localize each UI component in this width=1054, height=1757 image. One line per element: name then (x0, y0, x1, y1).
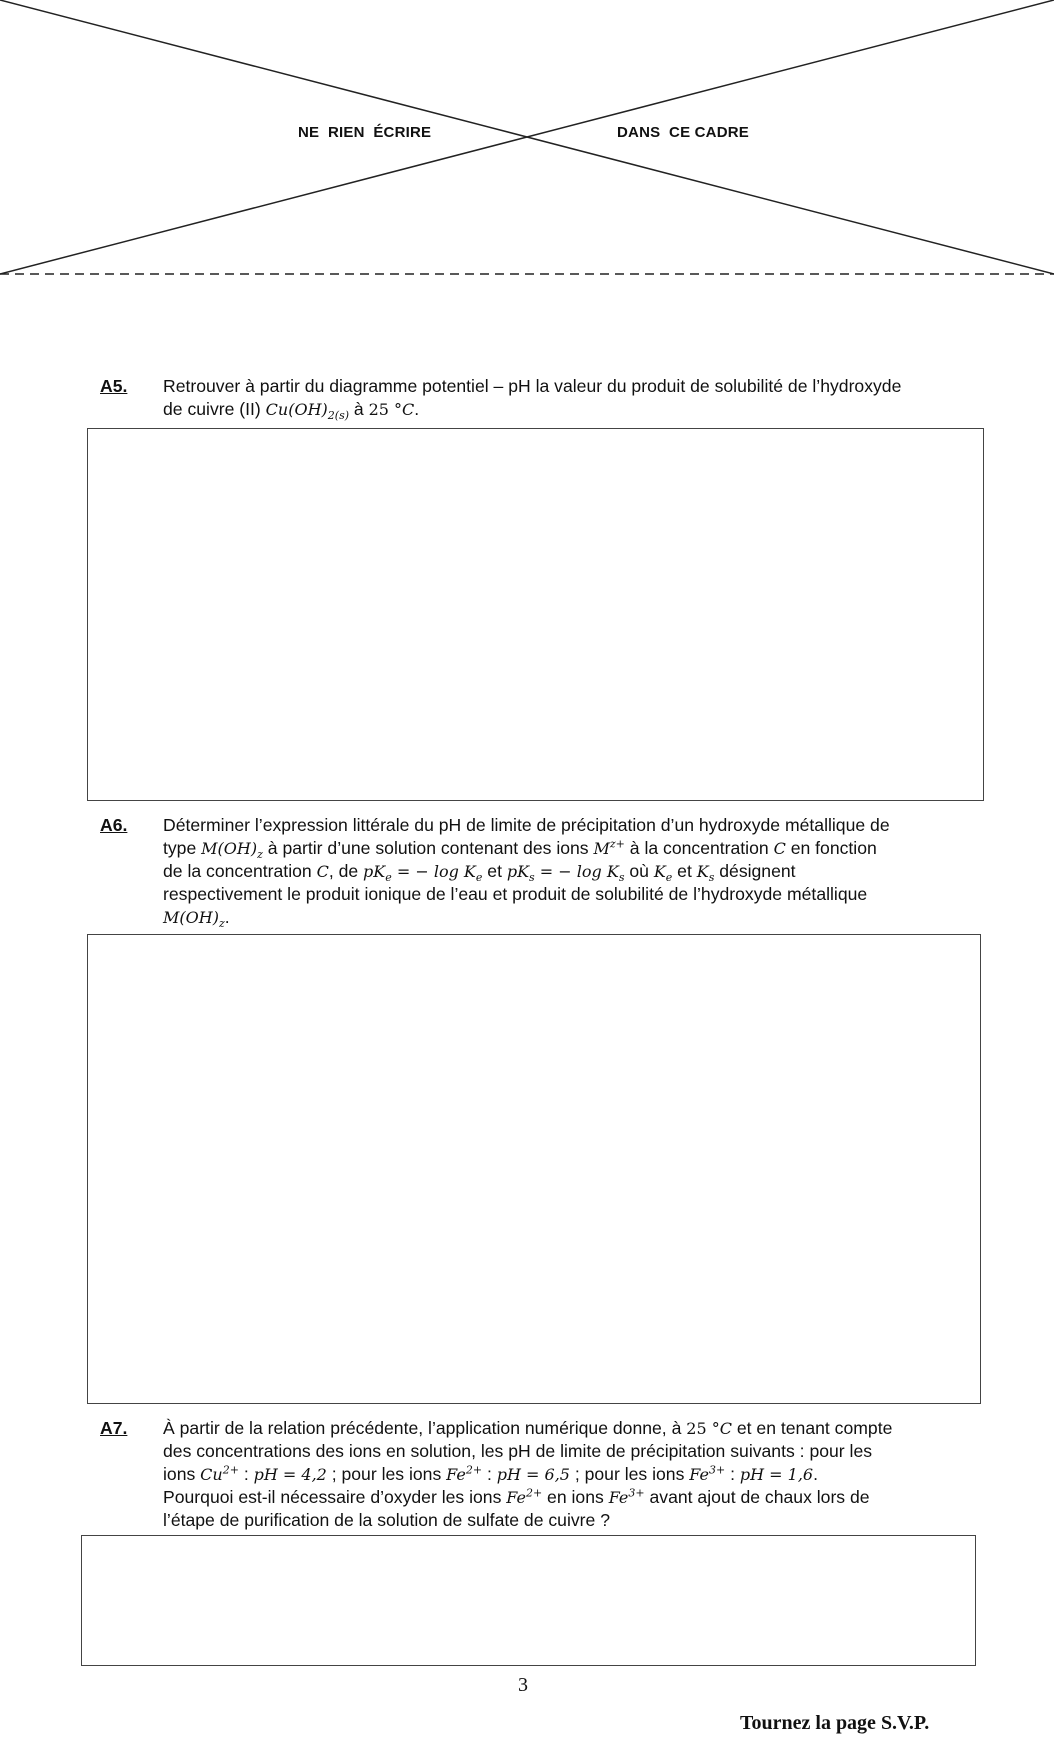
header-no-write-right: DANS CE CADRE (617, 124, 749, 141)
text-line (163, 398, 960, 421)
math-m-ion: $M^{z+}$ (593, 837, 625, 858)
math-ke: $K_e$ (653, 862, 673, 885)
math-fe3-ion: $Fe^{3+}$ (608, 1486, 645, 1507)
header-no-write-left: NE RIEN ÉCRIRE (298, 124, 432, 141)
math-fe2-ion: $Fe^{2+}$ (446, 1463, 483, 1484)
turn-page-note: Tournez la page S.V.P. (740, 1712, 930, 1734)
question-text (163, 1417, 960, 1532)
no-write-frame (0, 0, 1054, 280)
math-ph-fe3: pH = 1,6 (739, 1465, 814, 1484)
math-fe2-ion: $Fe^{2+}$ (506, 1486, 543, 1507)
text-line: respectivement le produit ionique de l’eau et produit de solubilité de l’hydroxyde métallique (163, 884, 868, 904)
text-line: À partir de la relation précédente, l’application numérique donne, à 25 °C et en tenant compte (163, 1418, 893, 1438)
math-fe3-ion: $Fe^{3+}$ (689, 1463, 726, 1484)
question-text (163, 375, 960, 421)
text-fragment: de cuivre (II) (163, 399, 266, 419)
math-m-oh-z: $M(OH)_z$ (163, 908, 225, 931)
text-fragment: . (414, 399, 420, 419)
answer-box-a7[interactable] (81, 1535, 976, 1666)
text-line: Déterminer l’expression littérale du pH de limite de précipitation d’un hydroxyde métallique de (163, 815, 890, 835)
question-number: A5. (100, 376, 128, 396)
math-pks: $pK_s$ = − $\log K_s$ (506, 862, 625, 885)
answer-box-a5[interactable] (87, 428, 984, 801)
text-line: l’étape de purification de la solution de sulfate de cuivre ? (163, 1510, 610, 1530)
text-line: de la concentration C, de $pK_e$ = − $\log K_e$ et $pK_s$ = − $\log K_s$ où $K_e$ et $K_s$ désignent (163, 861, 796, 885)
text-line: Pourquoi est-il nécessaire d’oxyder les ions $Fe^{2+}$ en ions $Fe^{3+}$ avant ajout de chaux lors de (163, 1486, 870, 1507)
text-line: $M(OH)_z$. (163, 907, 230, 931)
math-ks: $K_s$ (696, 862, 715, 885)
math-m-oh-z: $M(OH)_z$ (201, 839, 263, 862)
math-ph-cu: pH = 4,2 (253, 1465, 327, 1484)
text-line: des concentrations des ions en solution, les pH de limite de précipitation suivants : pour les (163, 1441, 873, 1461)
math-concentration: C (773, 839, 786, 858)
question-number: A7. (100, 1418, 128, 1438)
page-number: 3 (518, 1674, 528, 1696)
question-text (163, 814, 960, 929)
text-line: Retrouver à partir du diagramme potentiel – pH la valeur du produit de solubilité de l’hydroxyde (163, 376, 902, 396)
math-temperature: 25 °C (686, 1419, 732, 1438)
math-temperature: 25 °C (368, 400, 415, 419)
math-concentration: C (316, 862, 329, 881)
text-fragment: à (349, 399, 369, 419)
math-cu-ion: $Cu^{2+}$ (200, 1463, 239, 1484)
text-line: ions $Cu^{2+}$ : pH = 4,2 ; pour les ions $Fe^{2+}$ : pH = 6,5 ; pour les ions $Fe^{3+}$ : pH = 1,6. (163, 1463, 818, 1484)
math-pke: $pK_e$ = − $\log K_e$ (363, 862, 483, 885)
math-ph-fe2: pH = 6,5 (496, 1465, 570, 1484)
question-number: A6. (100, 815, 128, 835)
answer-box-a6[interactable] (87, 934, 981, 1404)
math-cu-oh-2: $Cu(OH)_{2(s)}$ (265, 400, 350, 423)
text-line: type $M(OH)_z$ à partir d’une solution contenant des ions $M^{z+}$ à la concentration C en fonction (163, 837, 877, 862)
